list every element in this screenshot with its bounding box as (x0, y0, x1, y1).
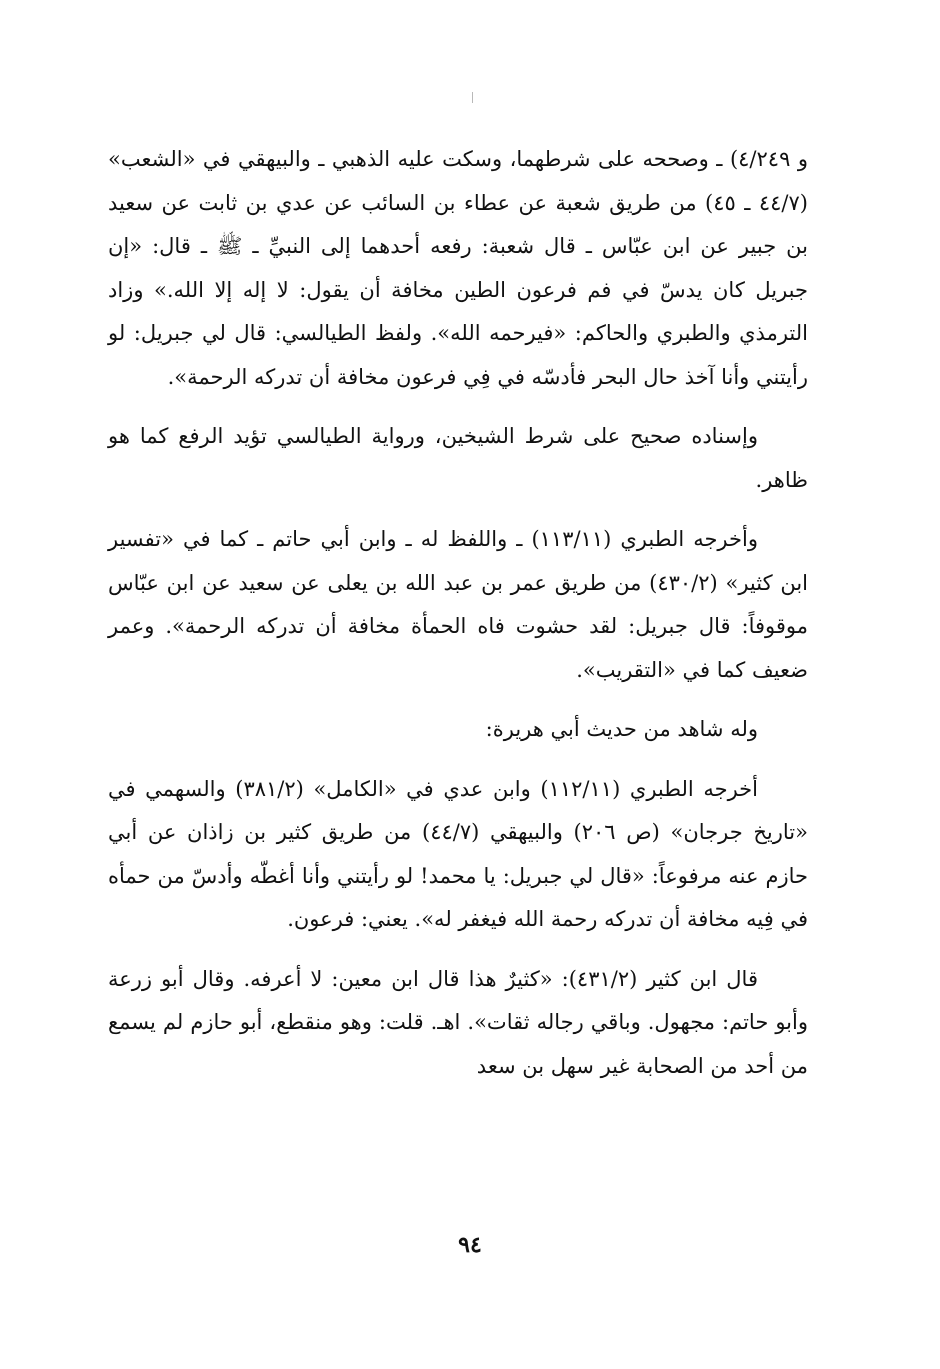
paragraph-1: و ٤/٢٤٩) ـ وصححه على شرطهما، وسكت عليه الذهبي ـ والبيهقي في «الشعب» (٤٤/٧ ـ ٤٥) من طريق شعبة عن عطاء بن السائب عن عدي بن ثابت عن سعيد بن جبير عن ابن عبّاس ـ قال شعبة: رفعه أحدهما إلى النبيِّ ـ ﷺ ـ قال: «إن جبريل كان يدسّ في فم فرعون الطين مخافة أن يقول: لا إله إلا الله.» وزاد الترمذي والطبري والحاكم: «فيرحمه الله». ولفظ الطيالسي: قال لي جبريل: لو رأيتني وأنا آخذ حال البحر فأدسّه في فِي فرعون مخافة أن تدركه الرحمة». (108, 147, 808, 389)
paragraph-2: وإسناده صحيح على شرط الشيخين، ورواية الطيالسي تؤيد الرفع كما هو ظاهر. (108, 424, 808, 492)
scan-speck (472, 92, 473, 103)
paragraph-4: وله شاهد من حديث أبي هريرة: (485, 717, 758, 741)
paragraph-6: قال ابن كثير (٤٣١/٢): «كثيرٌ هذا قال ابن معين: لا أعرفه. وقال أبو زرعة وأبو حاتم: مجهول. وباقي رجاله ثقات». اهـ. قلت: وهو منقطع، أبو حازم لم يسمع من أحد من الصحابة غير سهل بن سعد (108, 966, 808, 1078)
paragraph-3: وأخرجه الطبري (١١٣/١١) ـ واللفظ له ـ وابن أبي حاتم ـ كما في «تفسير ابن كثير» (٤٣٠/٢) من طريق عمر بن عبد الله بن يعلى عن سعيد عن ابن عبّاس موقوفاً: قال جبريل: لقد حشوت فاه الحمأة مخافة أن تدركه الرحمة». وعمر ضعيف كما في «التقريب». (108, 527, 809, 682)
paragraph-5: أخرجه الطبري (١١٢/١١) وابن عدي في «الكامل» (٣٨١/٢) والسهمي في «تاريخ جرجان» (ص ٢٠٦) والبيهقي (٤٤/٧) من طريق كثير بن زاذان عن أبي حازم عنه مرفوعاً: «قال لي جبريل: يا محمد! لو رأيتني وأنا أغطّه وأدسّ من حمأه في فِيه مخافة أن تدركه رحمة الله فيغفر له». يعني: فرعون. (108, 776, 809, 931)
page-number: ٩٤ (458, 1232, 482, 1258)
body-text (108, 138, 808, 1088)
